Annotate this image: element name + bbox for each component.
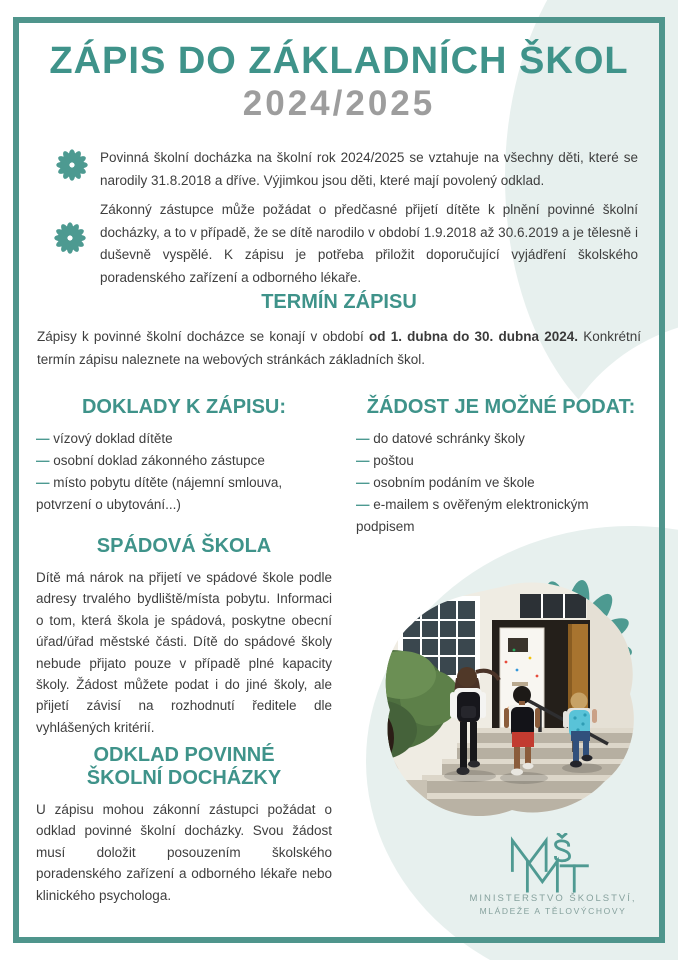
termin-text-before: Zápisy k povinné školní docházce se konají v období — [37, 329, 369, 344]
list-item — [356, 472, 646, 494]
spadova-heading: SPÁDOVÁ ŠKOLA — [96, 535, 272, 557]
dash-bullet: — — [36, 453, 50, 468]
dash-bullet: — — [356, 475, 370, 490]
list-item-label: osobní doklad zákonného zástupce — [53, 453, 265, 468]
page-title: ZÁPIS DO ZÁKLADNÍCH ŠKOL — [49, 40, 629, 82]
list-item-label: do datové schránky školy — [373, 431, 525, 446]
dash-bullet: — — [356, 431, 370, 446]
termin-text-bold: od 1. dubna do 30. dubna 2024. — [369, 329, 578, 344]
termin-paragraph — [37, 326, 641, 371]
page-title-year: 2024/2025 — [242, 84, 436, 123]
zadost-list — [356, 428, 646, 538]
termin-text-after: Konkrétní termín zápisu naleznete na webových stránkách základních škol. — [37, 329, 641, 367]
list-item — [356, 450, 646, 472]
ministry-name-line2: MLÁDEŽE A TĚLOVÝCHOVY — [479, 906, 627, 916]
flower-icon — [54, 222, 86, 259]
dash-bullet: — — [36, 475, 50, 490]
msmt-logo — [498, 833, 598, 893]
termin-heading: TERMÍN ZÁPISU — [261, 291, 417, 313]
odklad-paragraph: U zápisu mohou zákonní zástupci požádat o odklad povinné školní docházky. Svou žádost musí doložit posouzením školského poradenského zařízení a odborného lékaře nebo klinického psychologa. — [36, 802, 332, 903]
list-item-label: e-mailem s ověřeným elektronickým podpisem — [356, 497, 589, 534]
ministry-name-line1: MINISTERSTVO ŠKOLSTVÍ, — [469, 893, 637, 904]
list-item — [36, 472, 332, 516]
dash-bullet: — — [36, 431, 50, 446]
list-item — [36, 428, 332, 450]
list-item-label: poštou — [373, 453, 414, 468]
list-item-label: místo pobytu dítěte (nájemní smlouva, potvrzení o ubytování...) — [36, 475, 283, 512]
intro-paragraph-2: Zákonný zástupce může požádat o předčasné přijetí dítěte k plnění povinné školní docházky, a to v případě, že se dítě narodilo v období 1.9.2018 až 30.6.2019 a je tělesně i duševně vyspělé. K zápisu je potřeba přiložit doporučující vyjádření školského poradenského zařízení a odborného lékaře. — [100, 202, 638, 285]
intro-paragraph-1: Povinná školní docházka na školní rok 2024/2025 se vztahuje na všechny děti, které se narodily 31.8.2018 a dříve. Výjimkou jsou děti, které mají povolený odklad. — [100, 150, 638, 188]
zadost-heading: ŽÁDOST JE MOŽNÉ PODAT: — [366, 396, 636, 418]
spadova-paragraph: Dítě má nárok na přijetí ve spádové škole podle adresy trvalého bydliště/místa pobytu. Informaci o tom, která škola je spádová, poskytne obecní úřad/úřad městské části. Dítě do spádové školy nebude přijato pouze v případě plné kapacity školy. Žádost můžete podat i do jiné školy, ale přijetí závisí na rozhodnutí ředitele dle vyhlášených kritérií. — [36, 570, 332, 735]
odklad-heading — [36, 744, 332, 790]
list-item-label: vízový doklad dítěte — [53, 431, 173, 446]
list-item — [356, 428, 646, 450]
dash-bullet: — — [356, 453, 370, 468]
doklady-list — [36, 428, 332, 516]
list-item-label: osobním podáním ve škole — [373, 475, 535, 490]
dash-bullet: — — [356, 497, 370, 512]
odklad-heading-line1: ODKLAD POVINNÉ — [93, 744, 275, 766]
doklady-heading: DOKLADY K ZÁPISU: — [81, 396, 287, 418]
list-item — [36, 450, 332, 472]
school-children-photo — [372, 580, 638, 816]
flower-icon — [56, 149, 88, 186]
odklad-heading-line2: ŠKOLNÍ DOCHÁZKY — [86, 767, 282, 789]
list-item — [356, 494, 646, 538]
